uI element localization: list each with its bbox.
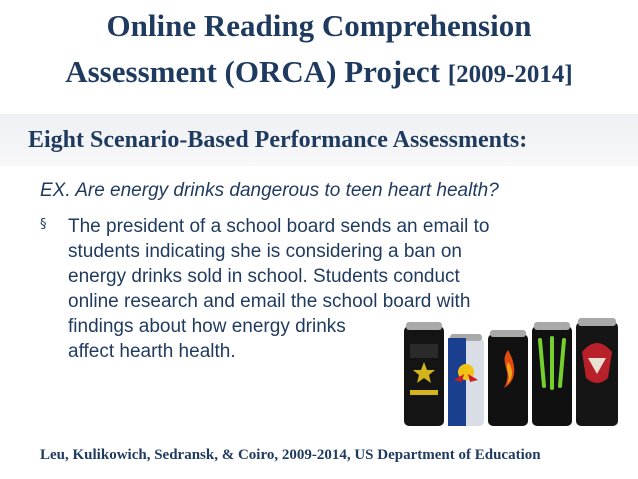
bullet-line: affect hearth health. bbox=[68, 341, 236, 362]
burn-can-icon bbox=[488, 330, 528, 426]
full-throttle-can-icon bbox=[576, 318, 618, 426]
example-question: EX. Are energy drinks dangerous to teen heart health? bbox=[40, 180, 499, 201]
redbull-can-icon bbox=[448, 334, 484, 426]
title-years: [2009-2014] bbox=[447, 61, 573, 88]
section-heading: Eight Scenario-Based Performance Assessments: bbox=[28, 127, 528, 153]
title-main: Assessment (ORCA) Project bbox=[65, 54, 441, 89]
footer-citation: Leu, Kulikowich, Sedransk, & Coiro, 2009-2014, US Department of Education bbox=[40, 447, 541, 463]
bullet-line: online research and email the school board with bbox=[68, 291, 471, 312]
bullet-line: The president of a school board sends an email to bbox=[68, 216, 490, 237]
title-line-2 bbox=[0, 54, 638, 93]
bullet-icon: § bbox=[40, 217, 47, 232]
title-line-1: Online Reading Comprehension bbox=[106, 8, 532, 43]
energy-drink-cans-image bbox=[402, 316, 620, 430]
rockstar-can-icon bbox=[404, 322, 444, 426]
bullet-line: energy drinks sold in school. Students conduct bbox=[68, 266, 460, 287]
bullet-line: findings about how energy drinks bbox=[68, 316, 346, 337]
bullet-line: students indicating she is considering a ban on bbox=[68, 241, 462, 262]
monster-can-icon bbox=[532, 322, 572, 426]
